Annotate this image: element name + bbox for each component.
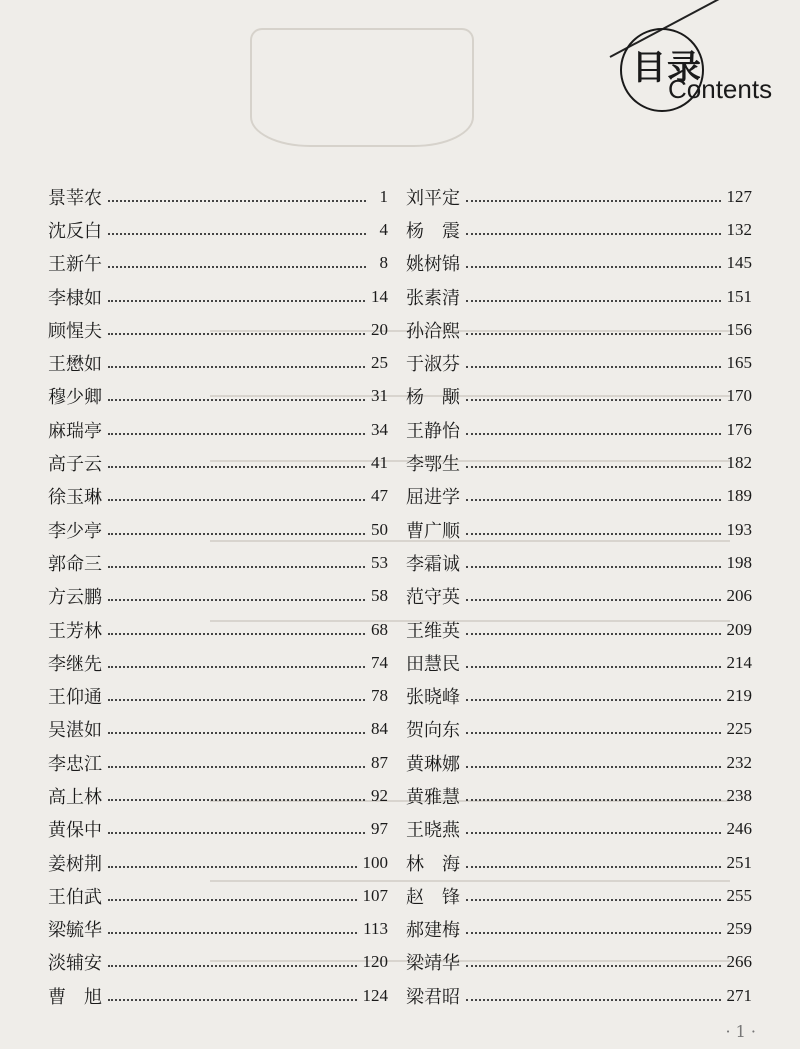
dot-leader xyxy=(466,866,721,868)
show-through-banner xyxy=(250,28,474,147)
toc-entry-page: 232 xyxy=(726,752,752,772)
toc-entry-name: 贺向东 xyxy=(406,720,460,742)
toc-entry-page: 132 xyxy=(726,219,752,239)
dot-leader xyxy=(466,799,721,801)
toc-entry xyxy=(406,879,752,912)
toc-entry xyxy=(406,813,752,846)
toc-entry-page: 182 xyxy=(726,453,752,473)
dot-leader xyxy=(466,732,721,734)
toc-entry-page: 271 xyxy=(726,985,752,1005)
toc-entry-page: 165 xyxy=(726,353,752,373)
dot-leader xyxy=(108,200,366,202)
toc-entry-page: 41 xyxy=(371,453,388,473)
dot-leader xyxy=(108,566,365,568)
toc-entry xyxy=(48,979,388,1012)
toc-entry xyxy=(48,380,388,413)
dot-leader xyxy=(466,399,721,401)
toc-entry-page: 225 xyxy=(726,719,752,739)
toc-entry-name: 沈反白 xyxy=(48,220,102,242)
toc-entry xyxy=(48,313,388,346)
toc-entry-name: 黄琳娜 xyxy=(406,753,460,775)
toc-entry-name: 刘平定 xyxy=(406,187,460,209)
dot-leader xyxy=(466,899,721,901)
toc-entry xyxy=(406,346,752,379)
toc-entry xyxy=(48,713,388,746)
toc-entry xyxy=(406,746,752,779)
toc-entry-page: 198 xyxy=(726,552,752,572)
toc-entry-page: 113 xyxy=(363,919,388,939)
toc-entry-name: 王懋如 xyxy=(48,354,102,376)
toc-entry xyxy=(406,580,752,613)
dot-leader xyxy=(466,965,721,967)
toc-entry-page: 170 xyxy=(726,386,752,406)
toc-entry xyxy=(406,247,752,280)
toc-entry-name: 赵 锋 xyxy=(406,886,460,908)
toc-entry-page: 84 xyxy=(371,719,388,739)
dot-leader xyxy=(108,233,366,235)
toc-entry-page: 156 xyxy=(726,319,752,339)
toc-entry-name: 高子云 xyxy=(48,454,102,476)
toc-entry xyxy=(406,713,752,746)
toc-entry xyxy=(406,280,752,313)
toc-entry xyxy=(406,946,752,979)
dot-leader xyxy=(466,599,721,601)
toc-entry-page: 193 xyxy=(726,519,752,539)
toc-entry xyxy=(406,480,752,513)
toc-entry-page: 206 xyxy=(726,586,752,606)
dot-leader xyxy=(108,899,357,901)
toc-entry-name: 李棣如 xyxy=(48,287,102,309)
toc-entry-name: 王静怡 xyxy=(406,420,460,442)
dot-leader xyxy=(108,499,365,501)
toc-entry xyxy=(48,813,388,846)
toc-entry xyxy=(48,180,388,213)
toc-entry-name: 王维英 xyxy=(406,620,460,642)
dot-leader xyxy=(108,965,357,967)
toc-entry-name: 黄雅慧 xyxy=(406,786,460,808)
toc-entry-page: 34 xyxy=(371,419,388,439)
dot-leader xyxy=(108,433,365,435)
dot-leader xyxy=(466,666,721,668)
toc-entry-name: 徐玉琳 xyxy=(48,487,102,509)
toc-entry-page: 74 xyxy=(371,652,388,672)
toc-entry-name: 王芳林 xyxy=(48,620,102,642)
toc-entry xyxy=(406,679,752,712)
dot-leader xyxy=(108,666,365,668)
dot-leader xyxy=(108,866,357,868)
dot-leader xyxy=(108,732,365,734)
toc-entry-name: 郭命三 xyxy=(48,553,102,575)
toc-entry-name: 屈进学 xyxy=(406,487,460,509)
toc-entry xyxy=(48,413,388,446)
toc-entry xyxy=(48,546,388,579)
toc-entry xyxy=(48,480,388,513)
dot-leader xyxy=(466,533,721,535)
toc-entry-page: 209 xyxy=(726,619,752,639)
toc-entry-page: 266 xyxy=(726,952,752,972)
toc-entry-page: 124 xyxy=(362,985,388,1005)
dot-leader xyxy=(466,266,721,268)
dot-leader xyxy=(108,699,365,701)
toc-entry-name: 郝建梅 xyxy=(406,920,460,942)
toc-entry-page: 87 xyxy=(371,752,388,772)
toc-entry-name: 吴湛如 xyxy=(48,720,102,742)
toc-entry xyxy=(48,779,388,812)
toc-entry-page: 251 xyxy=(726,852,752,872)
toc-entry-name: 林 海 xyxy=(406,853,460,875)
toc-entry xyxy=(48,280,388,313)
toc-entry xyxy=(48,446,388,479)
toc-entry xyxy=(48,613,388,646)
toc-entry-page: 68 xyxy=(371,619,388,639)
dot-leader xyxy=(108,266,366,268)
toc-entry-name: 景莘农 xyxy=(48,187,102,209)
toc-entry-page: 238 xyxy=(726,785,752,805)
toc-entry-name: 于淑芬 xyxy=(406,354,460,376)
toc-entry xyxy=(406,313,752,346)
toc-entry-page: 127 xyxy=(726,186,752,206)
dot-leader xyxy=(108,799,365,801)
toc-entry-name: 李少亭 xyxy=(48,520,102,542)
toc-entry-name: 王新午 xyxy=(48,254,102,276)
toc-entry xyxy=(406,213,752,246)
toc-entry-name: 李鄂生 xyxy=(406,454,460,476)
toc-entry-page: 151 xyxy=(726,286,752,306)
toc-right-column xyxy=(406,180,752,1012)
toc-entry xyxy=(406,979,752,1012)
dot-leader xyxy=(466,200,721,202)
dot-leader xyxy=(466,999,721,1001)
toc-entry xyxy=(406,613,752,646)
toc-entry-name: 王伯武 xyxy=(48,886,102,908)
toc-entry-page: 176 xyxy=(726,419,752,439)
dot-leader xyxy=(108,466,365,468)
toc-entry xyxy=(48,746,388,779)
toc-entry-page: 25 xyxy=(371,353,388,373)
toc-entry-page: 97 xyxy=(371,819,388,839)
toc-entry-page: 1 xyxy=(379,186,388,206)
toc-entry xyxy=(406,380,752,413)
toc-entry xyxy=(48,646,388,679)
toc-entry-name: 方云鹏 xyxy=(48,587,102,609)
dot-leader xyxy=(466,832,721,834)
dot-leader xyxy=(108,300,365,302)
dot-leader xyxy=(466,633,721,635)
toc-entry-page: 50 xyxy=(371,519,388,539)
toc-entry-page: 120 xyxy=(362,952,388,972)
toc-entry-name: 姜树荆 xyxy=(48,853,102,875)
dot-leader xyxy=(108,399,365,401)
dot-leader xyxy=(466,466,721,468)
toc-entry xyxy=(406,546,752,579)
toc-entry-name: 梁君昭 xyxy=(406,986,460,1008)
toc-entry-name: 张素清 xyxy=(406,287,460,309)
dot-leader xyxy=(466,932,721,934)
toc-entry-name: 范守英 xyxy=(406,587,460,609)
toc-entry-page: 58 xyxy=(371,586,388,606)
dot-leader xyxy=(466,233,721,235)
toc-entry-name: 顾惺夫 xyxy=(48,320,102,342)
toc-entry xyxy=(48,513,388,546)
toc-entry-page: 4 xyxy=(379,219,388,239)
toc-entry-page: 107 xyxy=(362,885,388,905)
toc-entry xyxy=(406,646,752,679)
toc-entry-name: 黄保中 xyxy=(48,820,102,842)
dot-leader xyxy=(466,300,721,302)
toc-entry xyxy=(48,580,388,613)
toc-entry xyxy=(48,247,388,280)
toc-entry xyxy=(406,513,752,546)
toc-entry-name: 李忠江 xyxy=(48,753,102,775)
toc-entry-page: 92 xyxy=(371,785,388,805)
toc-entry-page: 47 xyxy=(371,486,388,506)
dot-leader xyxy=(466,366,721,368)
dot-leader xyxy=(466,499,721,501)
toc-entry-page: 145 xyxy=(726,253,752,273)
toc-entry xyxy=(48,846,388,879)
dot-leader xyxy=(466,433,721,435)
dot-leader xyxy=(108,533,365,535)
toc-entry-name: 孙洽熙 xyxy=(406,320,460,342)
toc-entry-name: 张晓峰 xyxy=(406,687,460,709)
dot-leader xyxy=(466,566,721,568)
toc-entry-name: 李霜诚 xyxy=(406,553,460,575)
toc-entry-page: 259 xyxy=(726,919,752,939)
toc-entry xyxy=(48,946,388,979)
toc-entry xyxy=(406,913,752,946)
toc-entry-name: 田慧民 xyxy=(406,653,460,675)
toc-entry-name: 王仰通 xyxy=(48,687,102,709)
page-title-english: Contents xyxy=(668,74,773,104)
toc-entry-page: 246 xyxy=(726,819,752,839)
dot-leader xyxy=(108,932,357,934)
toc-entry-name: 杨 颙 xyxy=(406,387,460,409)
toc-entry xyxy=(406,413,752,446)
page-title-chinese: 目录 xyxy=(632,48,702,88)
toc-entry-page: 14 xyxy=(371,286,388,306)
dot-leader xyxy=(466,766,721,768)
toc-entry xyxy=(406,779,752,812)
toc-entry-name: 李继先 xyxy=(48,653,102,675)
contents-header xyxy=(540,0,800,120)
dot-leader xyxy=(108,766,365,768)
toc-entry-name: 曹 旭 xyxy=(48,986,102,1008)
dot-leader xyxy=(466,699,721,701)
toc-entry xyxy=(406,446,752,479)
dot-leader xyxy=(108,633,365,635)
toc-entry xyxy=(48,913,388,946)
dot-leader xyxy=(108,366,365,368)
dot-leader xyxy=(108,832,365,834)
toc-entry-page: 214 xyxy=(726,652,752,672)
toc-entry-name: 曹广顺 xyxy=(406,520,460,542)
dot-leader xyxy=(466,333,721,335)
toc-left-column xyxy=(48,180,388,1012)
dot-leader xyxy=(108,999,357,1001)
toc-entry-name: 梁毓华 xyxy=(48,920,102,942)
toc-entry-page: 219 xyxy=(726,686,752,706)
toc-entry-name: 梁靖华 xyxy=(406,953,460,975)
toc-entry-name: 姚树锦 xyxy=(406,254,460,276)
toc-entry-name: 穆少卿 xyxy=(48,387,102,409)
toc-entry-page: 78 xyxy=(371,686,388,706)
dot-leader xyxy=(108,599,365,601)
toc-entry-page: 189 xyxy=(726,486,752,506)
toc-entry-name: 王晓燕 xyxy=(406,820,460,842)
toc-entry xyxy=(48,346,388,379)
toc-entry xyxy=(48,213,388,246)
dot-leader xyxy=(108,333,365,335)
toc-entry xyxy=(406,180,752,213)
toc-entry-page: 20 xyxy=(371,319,388,339)
toc-entry xyxy=(406,846,752,879)
toc-entry-page: 31 xyxy=(371,386,388,406)
toc-entry-name: 杨 震 xyxy=(406,220,460,242)
toc-entry-name: 麻瑞亭 xyxy=(48,420,102,442)
toc-entry-page: 8 xyxy=(379,253,388,273)
page-number-marker: · 1 · xyxy=(725,1022,756,1041)
toc-entry-page: 100 xyxy=(362,852,388,872)
toc-entry-page: 255 xyxy=(726,885,752,905)
toc-entry xyxy=(48,879,388,912)
toc-entry-name: 淡辅安 xyxy=(48,953,102,975)
toc-entry-page: 53 xyxy=(371,552,388,572)
toc-entry-name: 高上林 xyxy=(48,786,102,808)
toc-entry xyxy=(48,679,388,712)
